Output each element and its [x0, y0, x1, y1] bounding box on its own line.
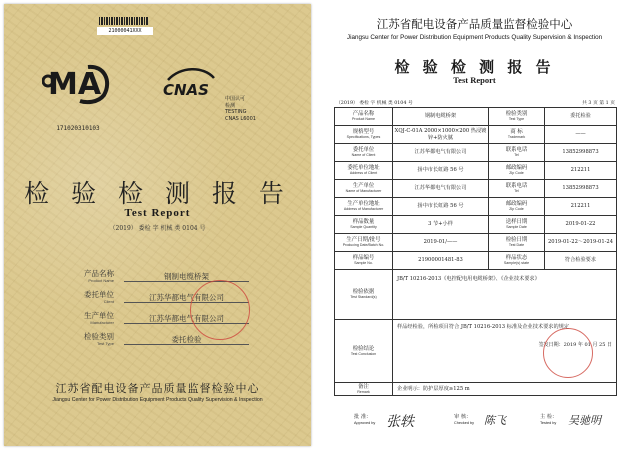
report-header-en: Jiangsu Center for Power Distribution Equipment Products Quality Supervision & Inspection: [346, 34, 603, 41]
red-seal-stamp: [190, 280, 250, 340]
cover-subtitle: Test Report: [124, 207, 191, 219]
signature-row: [334, 411, 616, 435]
red-seal-stamp: [543, 328, 593, 378]
field-label: 样品数量 Sample Quantity: [335, 216, 393, 234]
table-row: [335, 108, 617, 126]
field-value: ——: [545, 126, 617, 144]
test-conclusion-cell: [393, 320, 617, 383]
field-label: 检验日期 Test Date: [489, 234, 545, 252]
cover-center-name-en: Jiangsu Center for Power Distribution Equipment Products Quality Supervision & Inspection: [52, 397, 263, 403]
svg-text:MA: MA: [48, 67, 102, 102]
field-value: 212211: [545, 162, 617, 180]
field-value: 2019-01-22: [545, 216, 617, 234]
field-label: 检验类别 Test Type: [489, 108, 545, 126]
report-title-en: Test Report: [453, 75, 496, 85]
field-label: 样品编号 Sample No.: [335, 252, 393, 270]
page-indicator: 共 3 页 第 1 页: [582, 101, 615, 106]
field-label: 商 标 Trademark: [489, 126, 545, 144]
field-label: 样品状态 Sample(s) state: [489, 252, 545, 270]
report-title: 检 验 检 测 报 告: [394, 58, 555, 76]
field-label: 生产单位 Name of Manufacturer: [335, 180, 393, 198]
remark-value: 企业明示：防护层厚度≥125 m: [393, 383, 617, 396]
field-label: 送样日期 Sample Date: [489, 216, 545, 234]
table-row: [335, 180, 617, 198]
field-label: 联系电话 Tel: [489, 144, 545, 162]
field-label: 联系电话 Tel: [489, 180, 545, 198]
field-value: 212211: [545, 198, 617, 216]
report-page: [320, 4, 629, 446]
field-label: 生产日期/批号 Producing Date/Batch No.: [335, 234, 393, 252]
cnas-logo-icon: [160, 66, 220, 102]
field-value: 13852998873: [545, 180, 617, 198]
field-value: 钢制电缆桥架: [393, 108, 489, 126]
field-label: 邮政编码 Zip Code: [489, 162, 545, 180]
report-cover: 21000041XXX MA 171020310103 CNAS 中国认可 检测 TESTING CNAS L6001 检 验 检 测 报 告 Test Report （2019） 委检 字 机械 类 0104 号 产品名称 Product Name 钢制电缆桥架 委托单位 Client 江苏华都电气有限公司 生产单位 Manufacturer 江苏华都电气有限公司 检验类别 Test Type 委托检验 江苏省配电设备产品质量监督检验中心 Jiangsu Center for Power Distribution Equipment Products Quality Supervision & Inspection: [4, 4, 311, 446]
test-conclusion-value: 样品经检验，所检项目符合 JB/T 10216-2013 标准及企业技术要求的规定: [397, 324, 570, 330]
cover-report-number: （2019） 委检 字 机械 类 0104 号: [109, 225, 206, 232]
field-value: XQJ-C-01A 2000×1000×200 热浸镀锌+防火腻: [393, 126, 489, 144]
field-value: 江苏华都电气有限公司: [393, 144, 489, 162]
cma-number: 171020310103: [56, 125, 100, 132]
approved-by-label: 批 准： Approved by: [354, 414, 376, 425]
field-label: 委托单位地址 Address of Client: [335, 162, 393, 180]
field-value: 3 节+小样: [393, 216, 489, 234]
tested-by-label: 主 检： Tested by: [540, 414, 558, 425]
cover-center-name: 江苏省配电设备产品质量监督检验中心: [55, 382, 260, 395]
field-value: 扬中市长虹路 56 号: [393, 198, 489, 216]
test-standard-value: JB/T 10216-2013《电控配电用电缆桥架》、《企业技术要求》: [393, 270, 617, 320]
checked-signature: 陈飞: [484, 414, 506, 427]
field-label: 委托单位 Name of Client: [335, 144, 393, 162]
report-number: （2019） 委检 字 机械 类 0104 号: [336, 101, 413, 106]
svg-text:CNAS: CNAS: [163, 81, 209, 99]
field-value: 委托检验: [545, 108, 617, 126]
table-row-remark: 备注 Remark 企业明示：防护层厚度≥125 m: [335, 383, 617, 396]
table-row: [335, 162, 617, 180]
report-table: [334, 107, 617, 396]
field-label: 生产单位地址 Address of Manufacturer: [335, 198, 393, 216]
table-row: [335, 126, 617, 144]
field-value: 21900001481-83: [393, 252, 489, 270]
barcode: [99, 17, 149, 25]
cnas-accreditation-text: 中国认可 检测 TESTING CNAS L6001: [225, 96, 256, 122]
barcode-number: 21000041XXX: [97, 27, 153, 35]
approved-signature: 张轶: [386, 414, 414, 430]
field-value: 扬中市长虹路 56 号: [393, 162, 489, 180]
field-value: 2019-01/——: [393, 234, 489, 252]
table-row-conclusion: 检验结论 Test Conclusion 样品经检验，所检项目符合 JB/T 10216-2013 标准及企业技术要求的规定 签发日期：2019 年 01 月 25 日: [335, 320, 617, 383]
cover-title: 检 验 检 测 报 告: [24, 179, 291, 208]
table-row: [335, 144, 617, 162]
table-row-basis: 检验依据 Test Standard(s) JB/T 10216-2013《电控配电用电缆桥架》、《企业技术要求》: [335, 270, 617, 320]
table-row: [335, 198, 617, 216]
field-label: 邮政编码 Zip Code: [489, 198, 545, 216]
issue-date: 签发日期：2019 年 01 月 25 日: [538, 342, 612, 349]
table-row: [335, 252, 617, 270]
cma-logo-icon: [42, 59, 114, 105]
report-header: 江苏省配电设备产品质量监督检验中心: [376, 17, 573, 31]
checked-by-label: 审 核： Checked by: [454, 414, 475, 425]
table-row: [335, 234, 617, 252]
table-row: [335, 216, 617, 234]
field-value: 江苏华都电气有限公司: [393, 180, 489, 198]
field-label: 产品名称 Product Name: [335, 108, 393, 126]
field-value: 2019-01-22～2019-01-24: [545, 234, 617, 252]
field-value: 13852998873: [545, 144, 617, 162]
field-label: 规格型号 Specifications, Types: [335, 126, 393, 144]
field-value: 符合检验要求: [545, 252, 617, 270]
tested-signature: 吴驰明: [568, 414, 601, 427]
